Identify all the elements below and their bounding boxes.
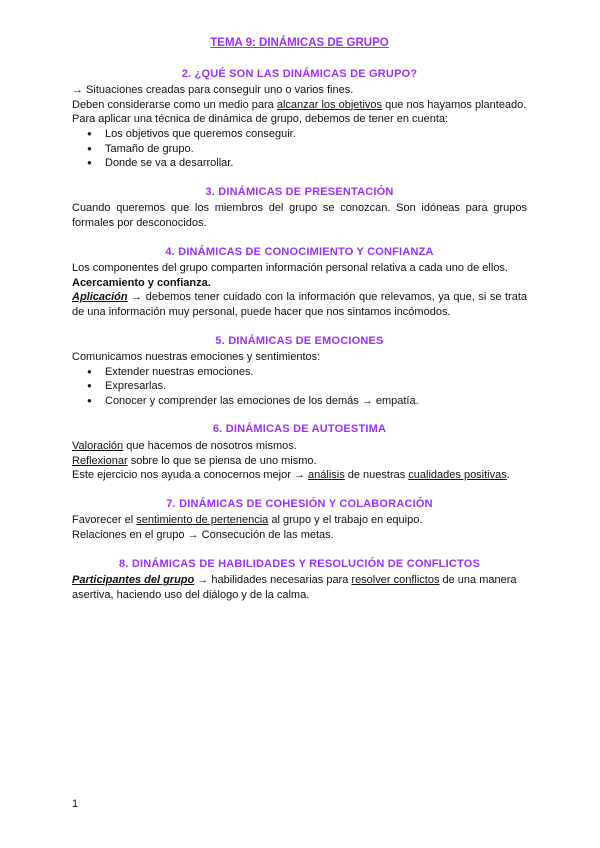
- section-6-line-1-post: que hacemos de nosotros mismos.: [123, 440, 297, 453]
- section-7-line-1-pre: Favorecer el: [72, 514, 137, 527]
- section-8-text-post: de una manera asertiva, haciendo uso del diálogo y de la calma.: [72, 574, 517, 601]
- section-7-line-2: Relaciones en el grupo → Consecución de las metas.: [72, 529, 334, 542]
- section-6-line-3: [72, 468, 527, 483]
- section-4-line-3-text: → debemos tener cuidado con la información que relevamos, ya que, si se trata de una información muy personal, puede hacer que nos sintamos incómodos.: [72, 291, 527, 318]
- section-2-bullet-list: [72, 127, 527, 171]
- list-item: ● Extender nuestras emociones.: [105, 365, 527, 380]
- section-2: [72, 67, 527, 171]
- underlined-phrase: Valoración: [72, 440, 124, 453]
- underlined-phrase: análisis: [308, 469, 345, 482]
- section-5: [72, 334, 527, 409]
- section-2-line-1: → Situaciones creadas para conseguir uno o varios fines.: [72, 84, 354, 97]
- section-2-line-2: [72, 98, 527, 113]
- section-6-line-3-mid: de nuestras: [344, 469, 409, 482]
- underlined-phrase: cualidades positivas: [408, 469, 507, 482]
- section-6-line-2: [72, 454, 527, 469]
- section-6-line-3-post: .: [506, 469, 510, 482]
- underlined-phrase: alcanzar los objetivos: [276, 98, 383, 111]
- section-6-line-1: [72, 439, 527, 454]
- participantes-label: Participantes del grupo: [72, 574, 195, 587]
- underlined-phrase: sentimiento de pertenencia: [136, 514, 269, 527]
- list-item: ● Donde se va a desarrollar.: [105, 156, 527, 171]
- page-number: 1: [72, 798, 79, 810]
- section-7-heading: 7. DINÁMICAS DE COHESIÓN Y COLABORACIÓN: [166, 497, 433, 510]
- list-item: ● Tamaño de grupo.: [105, 142, 527, 157]
- list-item: ● Los objetivos que queremos conseguir.: [105, 127, 527, 142]
- list-item: ● Conocer y comprender las emociones de los demás → empatía.: [105, 394, 527, 409]
- section-2-heading: 2. ¿QUÉ SON LAS DINÁMICAS DE GRUPO?: [181, 67, 418, 80]
- section-5-line-1: Comunicamos nuestras emociones y sentimientos:: [72, 351, 321, 364]
- section-5-heading: 5. DINÁMICAS DE EMOCIONES: [215, 334, 384, 347]
- section-7-line-1-post: al grupo y el trabajo en equipo.: [268, 514, 423, 527]
- section-6-heading: 6. DINÁMICAS DE AUTOESTIMA: [212, 423, 387, 436]
- section-6-line-2-post: sobre lo que se piensa de uno mismo.: [127, 454, 317, 467]
- section-4-line-1: Los componentes del grupo comparten información personal relativa a cada uno de ellos.: [72, 262, 508, 275]
- section-2-line-2-pre: Deben considerarse como un medio para: [72, 98, 277, 111]
- section-4-line-3: [72, 290, 527, 319]
- underlined-phrase: Reflexionar: [72, 454, 128, 467]
- section-3-text: Cuando queremos que los miembros del grupo se conozcan. Son idóneas para grupos formales por desconocidos.: [72, 202, 527, 229]
- section-8-heading: 8. DINÁMICAS DE HABILIDADES Y RESOLUCIÓN DE CONFLICTOS: [118, 557, 480, 570]
- section-6-line-3-pre: Este ejercicio nos ayuda a conocernos mejor →: [72, 469, 309, 482]
- section-3-heading: 3. DINÁMICAS DE PRESENTACIÓN: [205, 185, 394, 198]
- section-6: [72, 422, 527, 482]
- underlined-phrase: resolver conflictos: [351, 574, 440, 587]
- section-4: [72, 245, 527, 320]
- document-title: TEMA 9: DINÁMICAS DE GRUPO: [210, 37, 389, 49]
- section-4-heading: 4. DINÁMICAS DE CONOCIMIENTO Y CONFIANZA: [165, 245, 434, 258]
- section-8: [72, 557, 527, 603]
- section-8-text: [72, 573, 527, 602]
- section-5-bullet-list: [72, 365, 527, 409]
- section-2-line-3: Para aplicar una técnica de dinámica de grupo, debemos de tener en cuenta:: [72, 113, 449, 126]
- section-3: [72, 185, 527, 231]
- section-2-line-2-post: que nos hayamos planteado.: [382, 98, 527, 111]
- section-7-line-1: [72, 513, 527, 528]
- aplicacion-label: Aplicación: [72, 291, 128, 304]
- section-7: [72, 497, 527, 543]
- section-8-text-pre: → habilidades necesarias para: [194, 574, 352, 587]
- section-4-line-2: Acercamiento y confianza.: [72, 276, 211, 289]
- list-item: ● Expresarlas.: [105, 379, 527, 394]
